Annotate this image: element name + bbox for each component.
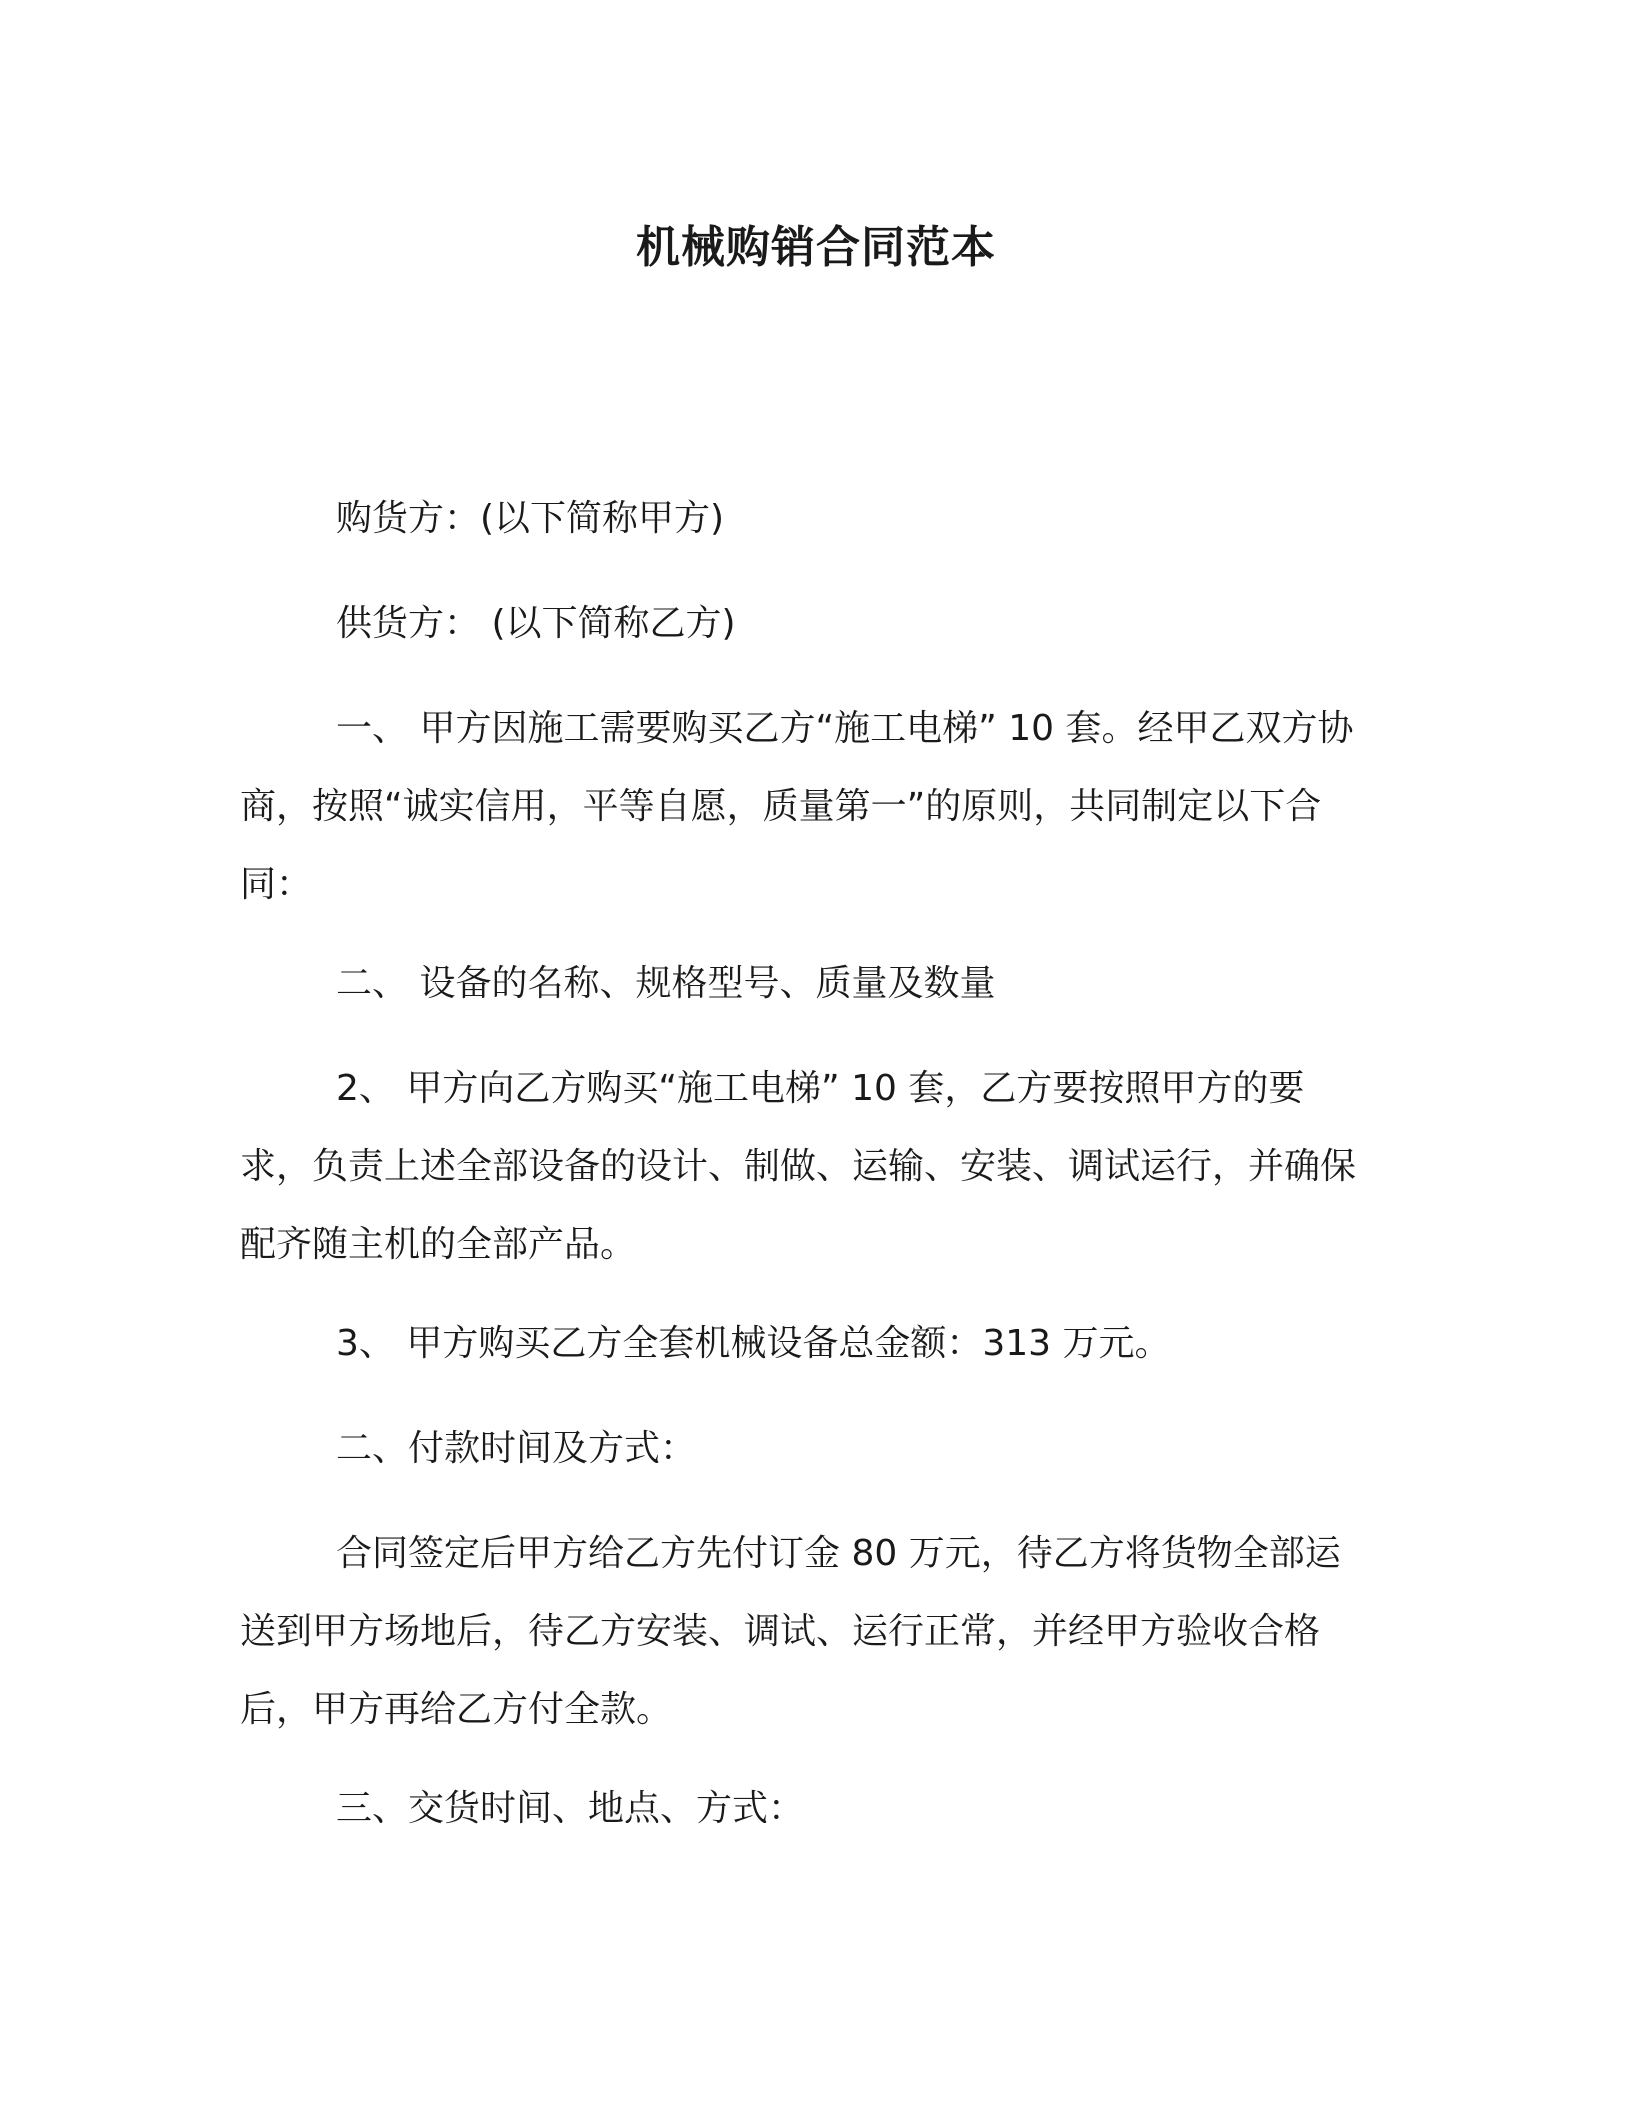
- document-title: 机械购销合同范本: [636, 222, 996, 273]
- paragraph-section-2-heading: 二、 设备的名称、规格型号、质量及数量: [336, 963, 996, 1004]
- paragraph-delivery-heading: 三、交货时间、地点、方式：: [336, 1788, 805, 1829]
- paragraph-buyer: 购货方：(以下简称甲方): [336, 498, 725, 539]
- paragraph-supplier: 供货方： (以下简称乙方): [336, 603, 736, 644]
- paragraph-payment-terms: 合同签定后甲方给乙方先付订金 80 万元，待乙方将货物全部运送到甲方场地后，待乙方安装、调试、运行正常，并经甲方验收合格后，甲方再给乙方付全款。: [240, 1533, 1341, 1730]
- paragraph-item-3: 3、 甲方购买乙方全套机械设备总金额：313 万元。: [336, 1323, 1171, 1364]
- paragraph-section-1: 一、 甲方因施工需要购买乙方“施工电梯” 10 套。经甲乙双方协商，按照“诚实信用，平等自愿，质量第一”的原则，共同制定以下合同：: [240, 708, 1354, 905]
- paragraph-payment-heading: 二、付款时间及方式：: [336, 1428, 697, 1469]
- paragraph-item-2: 2、 甲方向乙方购买“施工电梯” 10 套，乙方要按照甲方的要求，负责上述全部设备的设计、制做、运输、安装、调试运行，并确保配齐随主机的全部产品。: [240, 1068, 1357, 1265]
